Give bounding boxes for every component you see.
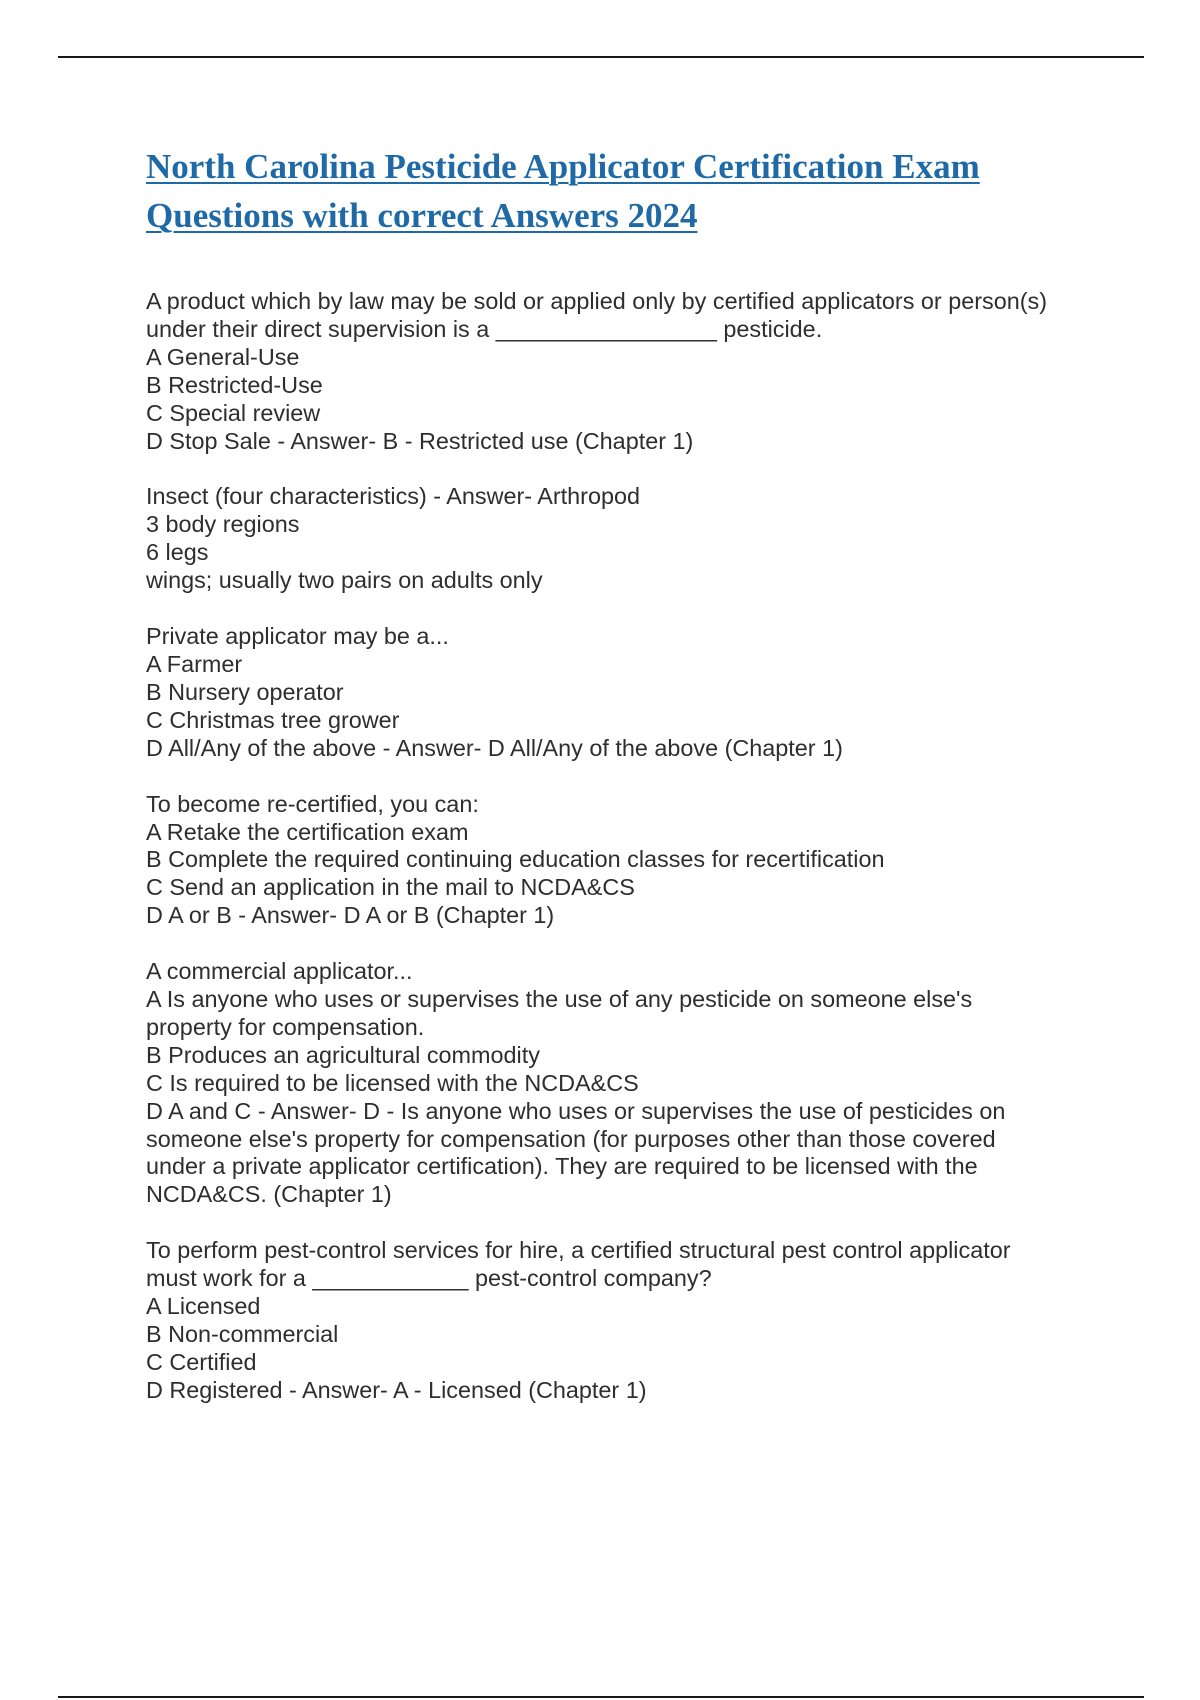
text-line: D Registered - Answer- A - Licensed (Chapter 1) (146, 1376, 647, 1403)
text-line: D Stop Sale - Answer- B - Restricted use (Chapter 1) (146, 427, 694, 454)
question-block (146, 958, 1106, 1209)
question-block (146, 1237, 1106, 1404)
text-line: Insect (four characteristics) - Answer- Arthropod (146, 483, 640, 510)
question-block (146, 623, 1106, 763)
text-line: someone else's property for compensation (for purposes other than those covered (146, 1125, 996, 1152)
text-line: B Produces an agricultural commodity (146, 1041, 540, 1068)
text-line: under their direct supervision is a _________________ pesticide. (146, 315, 823, 342)
bottom-rule (58, 1696, 1144, 1698)
text-line: D A or B - Answer- D A or B (Chapter 1) (146, 902, 555, 929)
text-line: B Non-commercial (146, 1321, 339, 1347)
text-line: 6 legs (146, 539, 209, 566)
text-line: C Is required to be licensed with the NCDA&CS (146, 1069, 639, 1096)
title-line-2: Questions with correct Answers 2024 (146, 196, 698, 235)
text-line: Private applicator may be a... (146, 623, 449, 650)
text-line: A Licensed (146, 1293, 261, 1320)
text-line: C Certified (146, 1348, 257, 1375)
question-block (146, 791, 1106, 931)
text-line: A product which by law may be sold or applied only by certified applicators or person(s) (146, 288, 1047, 314)
question-block (146, 483, 1106, 595)
top-rule (58, 56, 1144, 58)
text-line: C Send an application in the mail to NCDA&CS (146, 874, 635, 901)
document-body (146, 140, 1106, 1433)
text-line: C Special review (146, 399, 321, 426)
text-line: A commercial applicator... (146, 958, 413, 985)
text-line: B Restricted-Use (146, 371, 323, 398)
text-line: C Christmas tree grower (146, 706, 400, 733)
text-line: property for compensation. (146, 1013, 425, 1040)
document-title (146, 140, 1106, 244)
text-line: NCDA&CS. (Chapter 1) (146, 1181, 392, 1208)
text-line: D A and C - Answer- D - Is anyone who uses or supervises the use of pesticides on (146, 1097, 1006, 1124)
text-line: A Farmer (146, 650, 243, 677)
text-line: To perform pest-control services for hire, a certified structural pest control applicator (146, 1237, 1011, 1264)
text-line: must work for a ____________ pest-control company? (146, 1265, 712, 1292)
text-line: B Nursery operator (146, 678, 344, 705)
title-line-1: North Carolina Pesticide Applicator Certification Exam (146, 147, 980, 186)
text-line: To become re-certified, you can: (146, 790, 479, 817)
text-line: wings; usually two pairs on adults only (146, 567, 543, 594)
text-line: under a private applicator certification). They are required to be licensed with the (146, 1153, 978, 1180)
text-line: B Complete the required continuing education classes for recertification (146, 846, 885, 873)
text-line: A General-Use (146, 343, 300, 370)
question-block (146, 288, 1106, 455)
text-line: D All/Any of the above - Answer- D All/Any of the above (Chapter 1) (146, 734, 843, 761)
question-list (146, 288, 1106, 1405)
text-line: A Is anyone who uses or supervises the use of any pesticide on someone else's (146, 986, 973, 1013)
text-line: 3 body regions (146, 511, 300, 538)
text-line: A Retake the certification exam (146, 818, 469, 845)
